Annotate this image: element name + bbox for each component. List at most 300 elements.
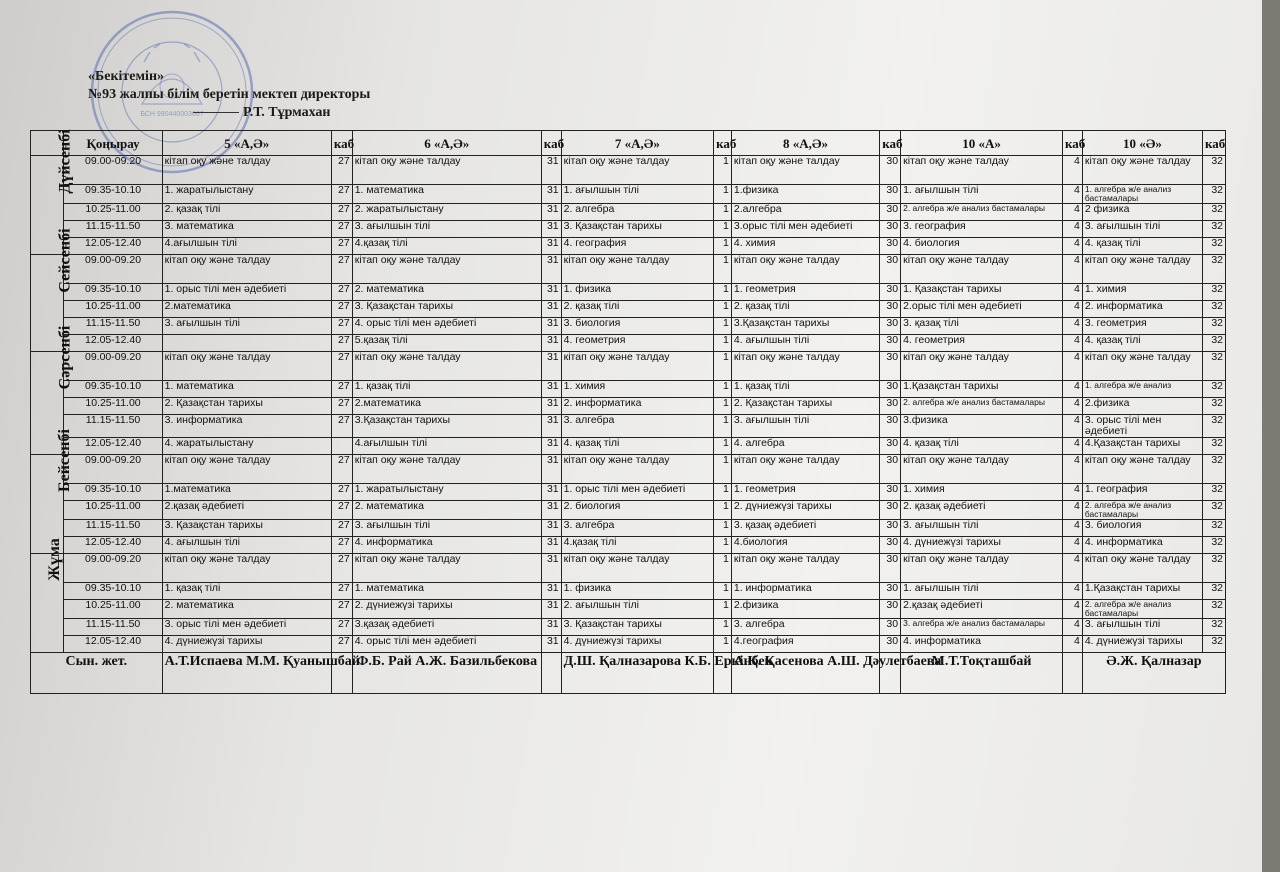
- room-cell-10b: 32: [1202, 255, 1225, 284]
- subject-cell-10a: 3.физика: [901, 415, 1063, 438]
- room-cell-8: 30: [880, 537, 901, 554]
- room-cell-6: 31: [541, 301, 561, 318]
- room-cell-10a: 4: [1063, 301, 1083, 318]
- subject-cell-10a: 2. алгебра ж/е анализ бастамалары: [901, 398, 1063, 415]
- room-cell-10b: 32: [1202, 583, 1225, 600]
- lesson-row: [31, 185, 1226, 204]
- room-cell-10a: 4: [1063, 600, 1083, 619]
- room-cell-7: 1: [714, 335, 732, 352]
- subject-cell-8: 4. химия: [731, 238, 879, 255]
- room-cell-6: 31: [541, 398, 561, 415]
- footer-teacher: Ф.Б. Рай А.Ж. Базильбекова: [352, 653, 541, 694]
- subject-cell-7: 2. қазақ тілі: [561, 301, 714, 318]
- time-cell: 10.25-11.00: [64, 501, 162, 520]
- room-cell-7: 1: [714, 537, 732, 554]
- subject-cell-6: 3. ағылшын тілі: [352, 520, 541, 537]
- room-cell-8: 30: [880, 554, 901, 583]
- lesson-row: [31, 636, 1226, 653]
- room-cell-8: 30: [880, 381, 901, 398]
- subject-cell-5: 1. математика: [162, 381, 331, 398]
- room-cell-8: 30: [880, 185, 901, 204]
- subject-cell-8: 3. қазақ әдебиеті: [731, 520, 879, 537]
- header-row: [31, 131, 1226, 156]
- subject-cell-6: 4.қазақ тілі: [352, 238, 541, 255]
- day-name: Дүйсенбі: [56, 129, 74, 194]
- header-cell: Қоңырау: [64, 131, 162, 156]
- room-cell-6: 31: [541, 335, 561, 352]
- time-cell: 11.15-11.50: [64, 221, 162, 238]
- room-cell-10b: 32: [1202, 284, 1225, 301]
- subject-cell-10b: кітап оқу және талдау: [1082, 255, 1202, 284]
- subject-cell-10b: 1. алгебра ж/е анализ бастамалары: [1082, 185, 1202, 204]
- room-cell-7: 1: [714, 600, 732, 619]
- room-cell-10a: 4: [1063, 185, 1083, 204]
- subject-cell-10a: 2. алгебра ж/е анализ бастамалары: [901, 204, 1063, 221]
- room-cell-7: 1: [714, 156, 732, 185]
- room-cell-8: 30: [880, 204, 901, 221]
- subject-cell-10a: кітап оқу және талдау: [901, 455, 1063, 484]
- subject-cell-10a: 1. Қазақстан тарихы: [901, 284, 1063, 301]
- room-cell-10a: 4: [1063, 554, 1083, 583]
- subject-cell-7: 2. информатика: [561, 398, 714, 415]
- header-cell: каб: [1063, 131, 1083, 156]
- lesson-row: [31, 255, 1226, 284]
- subject-cell-8: 1. қазақ тілі: [731, 381, 879, 398]
- subject-cell-10b: 4. дүниежүзі тарихы: [1082, 636, 1202, 653]
- subject-cell-10b: кітап оқу және талдау: [1082, 554, 1202, 583]
- signature-underline: [193, 112, 239, 113]
- room-cell-10a: 4: [1063, 318, 1083, 335]
- room-cell-7: 1: [714, 438, 732, 455]
- room-cell-5: 27: [331, 600, 352, 619]
- time-cell: 10.25-11.00: [64, 204, 162, 221]
- time-cell: 09.35-10.10: [64, 583, 162, 600]
- room-cell-10a: 4: [1063, 415, 1083, 438]
- time-cell: 11.15-11.50: [64, 520, 162, 537]
- room-cell-7: 1: [714, 415, 732, 438]
- subject-cell-7: кітап оқу және талдау: [561, 156, 714, 185]
- approval-block: [88, 68, 370, 122]
- subject-cell-8: 2.алгебра: [731, 204, 879, 221]
- subject-cell-6: 4. орыс тілі мен әдебиеті: [352, 636, 541, 653]
- room-cell-10b: 32: [1202, 301, 1225, 318]
- footer-teacher: Д.Ш. Қалназарова К.Б. Еркінбек: [561, 653, 714, 694]
- room-cell-7: 1: [714, 381, 732, 398]
- lesson-row: [31, 619, 1226, 636]
- room-cell-10b: 32: [1202, 156, 1225, 185]
- subject-cell-6: 3. Қазақстан тарихы: [352, 301, 541, 318]
- room-cell-8: 30: [880, 352, 901, 381]
- subject-cell-8: 4.география: [731, 636, 879, 653]
- header-cell: 8 «А,Ә»: [731, 131, 879, 156]
- subject-cell-10b: 2. алгебра ж/е анализ бастамалары: [1082, 501, 1202, 520]
- room-cell-6: 31: [541, 318, 561, 335]
- subject-cell-7: 1. физика: [561, 583, 714, 600]
- room-cell-10a: 4: [1063, 398, 1083, 415]
- subject-cell-7: 3. Қазақстан тарихы: [561, 619, 714, 636]
- subject-cell-10b: 1.Қазақстан тарихы: [1082, 583, 1202, 600]
- approval-position: №93 жалпы білім беретін мектеп директоры: [88, 87, 371, 102]
- room-cell-6: 31: [541, 284, 561, 301]
- room-cell-10a: 4: [1063, 381, 1083, 398]
- subject-cell-6: 2. дүниежүзі тарихы: [352, 600, 541, 619]
- room-cell-10b: 32: [1202, 238, 1225, 255]
- subject-cell-10a: 3. ағылшын тілі: [901, 520, 1063, 537]
- schedule-table: [30, 130, 1226, 694]
- room-cell-10b: 32: [1202, 352, 1225, 381]
- subject-cell-10a: 2. қазақ әдебиеті: [901, 501, 1063, 520]
- subject-cell-10a: 2.қазақ әдебиеті: [901, 600, 1063, 619]
- room-cell-6: 31: [541, 156, 561, 185]
- director-name: Р.Т. Тұрмахан: [243, 105, 331, 120]
- room-cell-7: 1: [714, 301, 732, 318]
- time-cell: 09.35-10.10: [64, 284, 162, 301]
- subject-cell-7: 3. Қазақстан тарихы: [561, 221, 714, 238]
- lesson-row: [31, 600, 1226, 619]
- room-cell-5: 27: [331, 204, 352, 221]
- subject-cell-10b: 3. геометрия: [1082, 318, 1202, 335]
- subject-cell-5: 1. жаратылыстану: [162, 185, 331, 204]
- room-cell-5: 27: [331, 221, 352, 238]
- room-cell-6: 31: [541, 484, 561, 501]
- subject-cell-7: кітап оқу және талдау: [561, 255, 714, 284]
- lesson-row: [31, 238, 1226, 255]
- subject-cell-6: 4.ағылшын тілі: [352, 438, 541, 455]
- room-cell-5: 27: [331, 238, 352, 255]
- room-cell-6: 31: [541, 438, 561, 455]
- subject-cell-7: 3. алгебра: [561, 415, 714, 438]
- subject-cell-5: 3. ағылшын тілі: [162, 318, 331, 335]
- room-cell-8: 30: [880, 520, 901, 537]
- subject-cell-6: кітап оқу және талдау: [352, 554, 541, 583]
- room-cell-5: 27: [331, 284, 352, 301]
- subject-cell-7: 2. ағылшын тілі: [561, 600, 714, 619]
- time-cell: 09.35-10.10: [64, 185, 162, 204]
- subject-cell-8: 3.орыс тілі мен әдебиеті: [731, 221, 879, 238]
- subject-cell-10b: 4. қазақ тілі: [1082, 335, 1202, 352]
- subject-cell-7: 4. қазақ тілі: [561, 438, 714, 455]
- room-cell-10b: 32: [1202, 520, 1225, 537]
- subject-cell-7: 4.қазақ тілі: [561, 537, 714, 554]
- subject-cell-10a: кітап оқу және талдау: [901, 156, 1063, 185]
- subject-cell-6: 3. ағылшын тілі: [352, 221, 541, 238]
- room-cell-10b: 32: [1202, 537, 1225, 554]
- subject-cell-6: кітап оқу және талдау: [352, 156, 541, 185]
- room-cell-6: 31: [541, 583, 561, 600]
- lesson-row: [31, 204, 1226, 221]
- subject-cell-8: 1. информатика: [731, 583, 879, 600]
- room-cell-10b: 32: [1202, 318, 1225, 335]
- subject-cell-10a: 1.Қазақстан тарихы: [901, 381, 1063, 398]
- approval-signature-line: [88, 104, 370, 122]
- subject-cell-7: 3. алгебра: [561, 520, 714, 537]
- subject-cell-6: 2.математика: [352, 398, 541, 415]
- subject-cell-8: 4. ағылшын тілі: [731, 335, 879, 352]
- lesson-row: [31, 484, 1226, 501]
- room-cell-5: 27: [331, 455, 352, 484]
- room-cell-7: 1: [714, 204, 732, 221]
- footer-spacer: [1063, 653, 1083, 694]
- subject-cell-5: 3. информатика: [162, 415, 331, 438]
- subject-cell-5: 2. қазақ тілі: [162, 204, 331, 221]
- room-cell-5: 27: [331, 185, 352, 204]
- header-cell: каб: [714, 131, 732, 156]
- room-cell-7: 1: [714, 520, 732, 537]
- subject-cell-8: 2. дүниежүзі тарихы: [731, 501, 879, 520]
- room-cell-7: 1: [714, 185, 732, 204]
- subject-cell-8: 3. алгебра: [731, 619, 879, 636]
- header-cell: каб: [880, 131, 901, 156]
- subject-cell-5: 3. математика: [162, 221, 331, 238]
- subject-cell-8: 2. Қазақстан тарихы: [731, 398, 879, 415]
- room-cell-5: 27: [331, 255, 352, 284]
- subject-cell-10a: кітап оқу және талдау: [901, 352, 1063, 381]
- time-cell: 09.00-09.20: [64, 455, 162, 484]
- room-cell-10b: 32: [1202, 455, 1225, 484]
- subject-cell-10a: 4. қазақ тілі: [901, 438, 1063, 455]
- room-cell-10a: 4: [1063, 221, 1083, 238]
- room-cell-5: 27: [331, 156, 352, 185]
- subject-cell-10b: 2. информатика: [1082, 301, 1202, 318]
- subject-cell-10a: 4. информатика: [901, 636, 1063, 653]
- time-cell: 09.00-09.20: [64, 156, 162, 185]
- room-cell-10a: 4: [1063, 204, 1083, 221]
- subject-cell-5: 4. ағылшын тілі: [162, 537, 331, 554]
- room-cell-5: 27: [331, 381, 352, 398]
- room-cell-8: 30: [880, 318, 901, 335]
- room-cell-8: 30: [880, 284, 901, 301]
- subject-cell-6: 1. жаратылыстану: [352, 484, 541, 501]
- subject-cell-8: кітап оқу және талдау: [731, 156, 879, 185]
- footer-teacher: Ә.Ж. Қалназар: [1082, 653, 1225, 694]
- room-cell-7: 1: [714, 484, 732, 501]
- header-cell: каб: [331, 131, 352, 156]
- subject-cell-8: кітап оқу және талдау: [731, 352, 879, 381]
- room-cell-6: 31: [541, 204, 561, 221]
- room-cell-8: 30: [880, 600, 901, 619]
- footer-teacher: М.Т.Тоқташбай: [901, 653, 1063, 694]
- subject-cell-5: 2.математика: [162, 301, 331, 318]
- subject-cell-5: 1.математика: [162, 484, 331, 501]
- room-cell-10b: 32: [1202, 335, 1225, 352]
- footer-spacer: [541, 653, 561, 694]
- subject-cell-10a: 4. дүниежүзі тарихы: [901, 537, 1063, 554]
- room-cell-10a: 4: [1063, 156, 1083, 185]
- room-cell-10a: 4: [1063, 501, 1083, 520]
- subject-cell-6: кітап оқу және талдау: [352, 255, 541, 284]
- room-cell-7: 1: [714, 318, 732, 335]
- lesson-row: [31, 398, 1226, 415]
- room-cell-7: 1: [714, 583, 732, 600]
- room-cell-8: 30: [880, 255, 901, 284]
- room-cell-6: 31: [541, 501, 561, 520]
- room-cell-8: 30: [880, 335, 901, 352]
- room-cell-6: 31: [541, 415, 561, 438]
- room-cell-7: 1: [714, 255, 732, 284]
- room-cell-5: 27: [331, 352, 352, 381]
- room-cell-6: 31: [541, 381, 561, 398]
- lesson-row: [31, 335, 1226, 352]
- header-cell: каб: [1202, 131, 1225, 156]
- room-cell-8: 30: [880, 398, 901, 415]
- room-cell-7: 1: [714, 398, 732, 415]
- room-cell-6: 31: [541, 520, 561, 537]
- subject-cell-10b: 1. география: [1082, 484, 1202, 501]
- approval-title: «Бекітемін»: [88, 69, 165, 84]
- time-cell: 09.00-09.20: [64, 352, 162, 381]
- footer-teacher: А.Т.Испаева М.М. Қуанышбай: [162, 653, 331, 694]
- room-cell-10a: 4: [1063, 537, 1083, 554]
- subject-cell-5: 4. дүниежүзі тарихы: [162, 636, 331, 653]
- room-cell-10a: 4: [1063, 238, 1083, 255]
- time-cell: 09.00-09.20: [64, 554, 162, 583]
- subject-cell-7: кітап оқу және талдау: [561, 554, 714, 583]
- subject-cell-10b: 3. биология: [1082, 520, 1202, 537]
- room-cell-6: 31: [541, 221, 561, 238]
- subject-cell-5: кітап оқу және талдау: [162, 554, 331, 583]
- room-cell-10b: 32: [1202, 398, 1225, 415]
- subject-cell-5: 3. орыс тілі мен әдебиеті: [162, 619, 331, 636]
- subject-cell-8: кітап оқу және талдау: [731, 554, 879, 583]
- header-cell: 10 «А»: [901, 131, 1063, 156]
- subject-cell-5: 2. математика: [162, 600, 331, 619]
- day-name: Жұма: [45, 538, 63, 581]
- room-cell-5: 27: [331, 554, 352, 583]
- subject-cell-6: 3.Қазақстан тарихы: [352, 415, 541, 438]
- room-cell-5: 27: [331, 335, 352, 352]
- time-cell: 12.05-12.40: [64, 335, 162, 352]
- subject-cell-5: 2. Қазақстан тарихы: [162, 398, 331, 415]
- room-cell-8: 30: [880, 484, 901, 501]
- room-cell-6: 31: [541, 600, 561, 619]
- subject-cell-10b: кітап оқу және талдау: [1082, 352, 1202, 381]
- time-cell: 11.15-11.50: [64, 415, 162, 438]
- room-cell-6: 31: [541, 352, 561, 381]
- room-cell-7: 1: [714, 455, 732, 484]
- subject-cell-7: 1. физика: [561, 284, 714, 301]
- room-cell-5: [331, 438, 352, 455]
- time-cell: 09.00-09.20: [64, 255, 162, 284]
- subject-cell-10b: кітап оқу және талдау: [1082, 455, 1202, 484]
- subject-cell-5: [162, 335, 331, 352]
- room-cell-10b: 32: [1202, 185, 1225, 204]
- subject-cell-10b: 2 физика: [1082, 204, 1202, 221]
- header-cell: 10 «Ә»: [1082, 131, 1202, 156]
- subject-cell-10a: кітап оқу және талдау: [901, 554, 1063, 583]
- subject-cell-7: 1. химия: [561, 381, 714, 398]
- room-cell-7: 1: [714, 284, 732, 301]
- subject-cell-6: 4. орыс тілі мен әдебиеті: [352, 318, 541, 335]
- subject-cell-10b: 3. ағылшын тілі: [1082, 221, 1202, 238]
- subject-cell-10b: 4. информатика: [1082, 537, 1202, 554]
- room-cell-8: 30: [880, 455, 901, 484]
- room-cell-6: 31: [541, 238, 561, 255]
- time-cell: 12.05-12.40: [64, 537, 162, 554]
- footer-label: Сын. жет.: [31, 653, 163, 694]
- lesson-row: [31, 455, 1226, 484]
- room-cell-5: 27: [331, 501, 352, 520]
- subject-cell-10a: 4. биология: [901, 238, 1063, 255]
- room-cell-6: 31: [541, 619, 561, 636]
- lesson-row: [31, 381, 1226, 398]
- lesson-row: [31, 221, 1226, 238]
- lesson-row: [31, 301, 1226, 318]
- subject-cell-10a: 3. география: [901, 221, 1063, 238]
- room-cell-5: 27: [331, 318, 352, 335]
- time-cell: 12.05-12.40: [64, 438, 162, 455]
- subject-cell-6: 1. математика: [352, 185, 541, 204]
- room-cell-10b: 32: [1202, 415, 1225, 438]
- room-cell-10b: 32: [1202, 600, 1225, 619]
- time-cell: 09.35-10.10: [64, 484, 162, 501]
- room-cell-10a: 4: [1063, 284, 1083, 301]
- subject-cell-10b: 1. химия: [1082, 284, 1202, 301]
- stamp-bin: БСН 990440003667: [140, 111, 204, 118]
- room-cell-8: 30: [880, 156, 901, 185]
- room-cell-10a: 4: [1063, 438, 1083, 455]
- room-cell-5: 27: [331, 537, 352, 554]
- time-cell: 10.25-11.00: [64, 301, 162, 318]
- subject-cell-8: 2.физика: [731, 600, 879, 619]
- day-name: Сәрсенбі: [56, 325, 74, 390]
- room-cell-10b: 32: [1202, 204, 1225, 221]
- subject-cell-6: 3.қазақ әдебиеті: [352, 619, 541, 636]
- subject-cell-10a: 4. геометрия: [901, 335, 1063, 352]
- room-cell-8: 30: [880, 238, 901, 255]
- lesson-row: [31, 554, 1226, 583]
- room-cell-5: 27: [331, 619, 352, 636]
- subject-cell-5: кітап оқу және талдау: [162, 352, 331, 381]
- room-cell-6: 31: [541, 537, 561, 554]
- subject-cell-6: 1. математика: [352, 583, 541, 600]
- room-cell-10b: 32: [1202, 554, 1225, 583]
- header-cell: 7 «А,Ә»: [561, 131, 714, 156]
- room-cell-10b: 32: [1202, 501, 1225, 520]
- time-cell: 10.25-11.00: [64, 600, 162, 619]
- lesson-row: [31, 501, 1226, 520]
- subject-cell-7: 4. география: [561, 238, 714, 255]
- subject-cell-10a: кітап оқу және талдау: [901, 255, 1063, 284]
- lesson-row: [31, 415, 1226, 438]
- subject-cell-6: 4. информатика: [352, 537, 541, 554]
- subject-cell-6: 1. қазақ тілі: [352, 381, 541, 398]
- room-cell-10b: 32: [1202, 484, 1225, 501]
- room-cell-10a: 4: [1063, 636, 1083, 653]
- lesson-row: [31, 438, 1226, 455]
- time-cell: 11.15-11.50: [64, 619, 162, 636]
- room-cell-5: 27: [331, 520, 352, 537]
- room-cell-6: 31: [541, 636, 561, 653]
- subject-cell-6: кітап оқу және талдау: [352, 352, 541, 381]
- subject-cell-8: 1. геометрия: [731, 284, 879, 301]
- subject-cell-6: 5.қазақ тілі: [352, 335, 541, 352]
- subject-cell-10b: 3. ағылшын тілі: [1082, 619, 1202, 636]
- room-cell-5: 27: [331, 636, 352, 653]
- subject-cell-5: 1. қазақ тілі: [162, 583, 331, 600]
- subject-cell-8: 1.физика: [731, 185, 879, 204]
- room-cell-10b: 32: [1202, 636, 1225, 653]
- subject-cell-8: 1. геометрия: [731, 484, 879, 501]
- room-cell-8: 30: [880, 501, 901, 520]
- subject-cell-5: 3. Қазақстан тарихы: [162, 520, 331, 537]
- room-cell-5: 27: [331, 484, 352, 501]
- lesson-row: [31, 318, 1226, 335]
- room-cell-8: 30: [880, 415, 901, 438]
- subject-cell-8: 3.Қазақстан тарихы: [731, 318, 879, 335]
- time-cell: 12.05-12.40: [64, 238, 162, 255]
- subject-cell-10a: 1. химия: [901, 484, 1063, 501]
- lesson-row: [31, 583, 1226, 600]
